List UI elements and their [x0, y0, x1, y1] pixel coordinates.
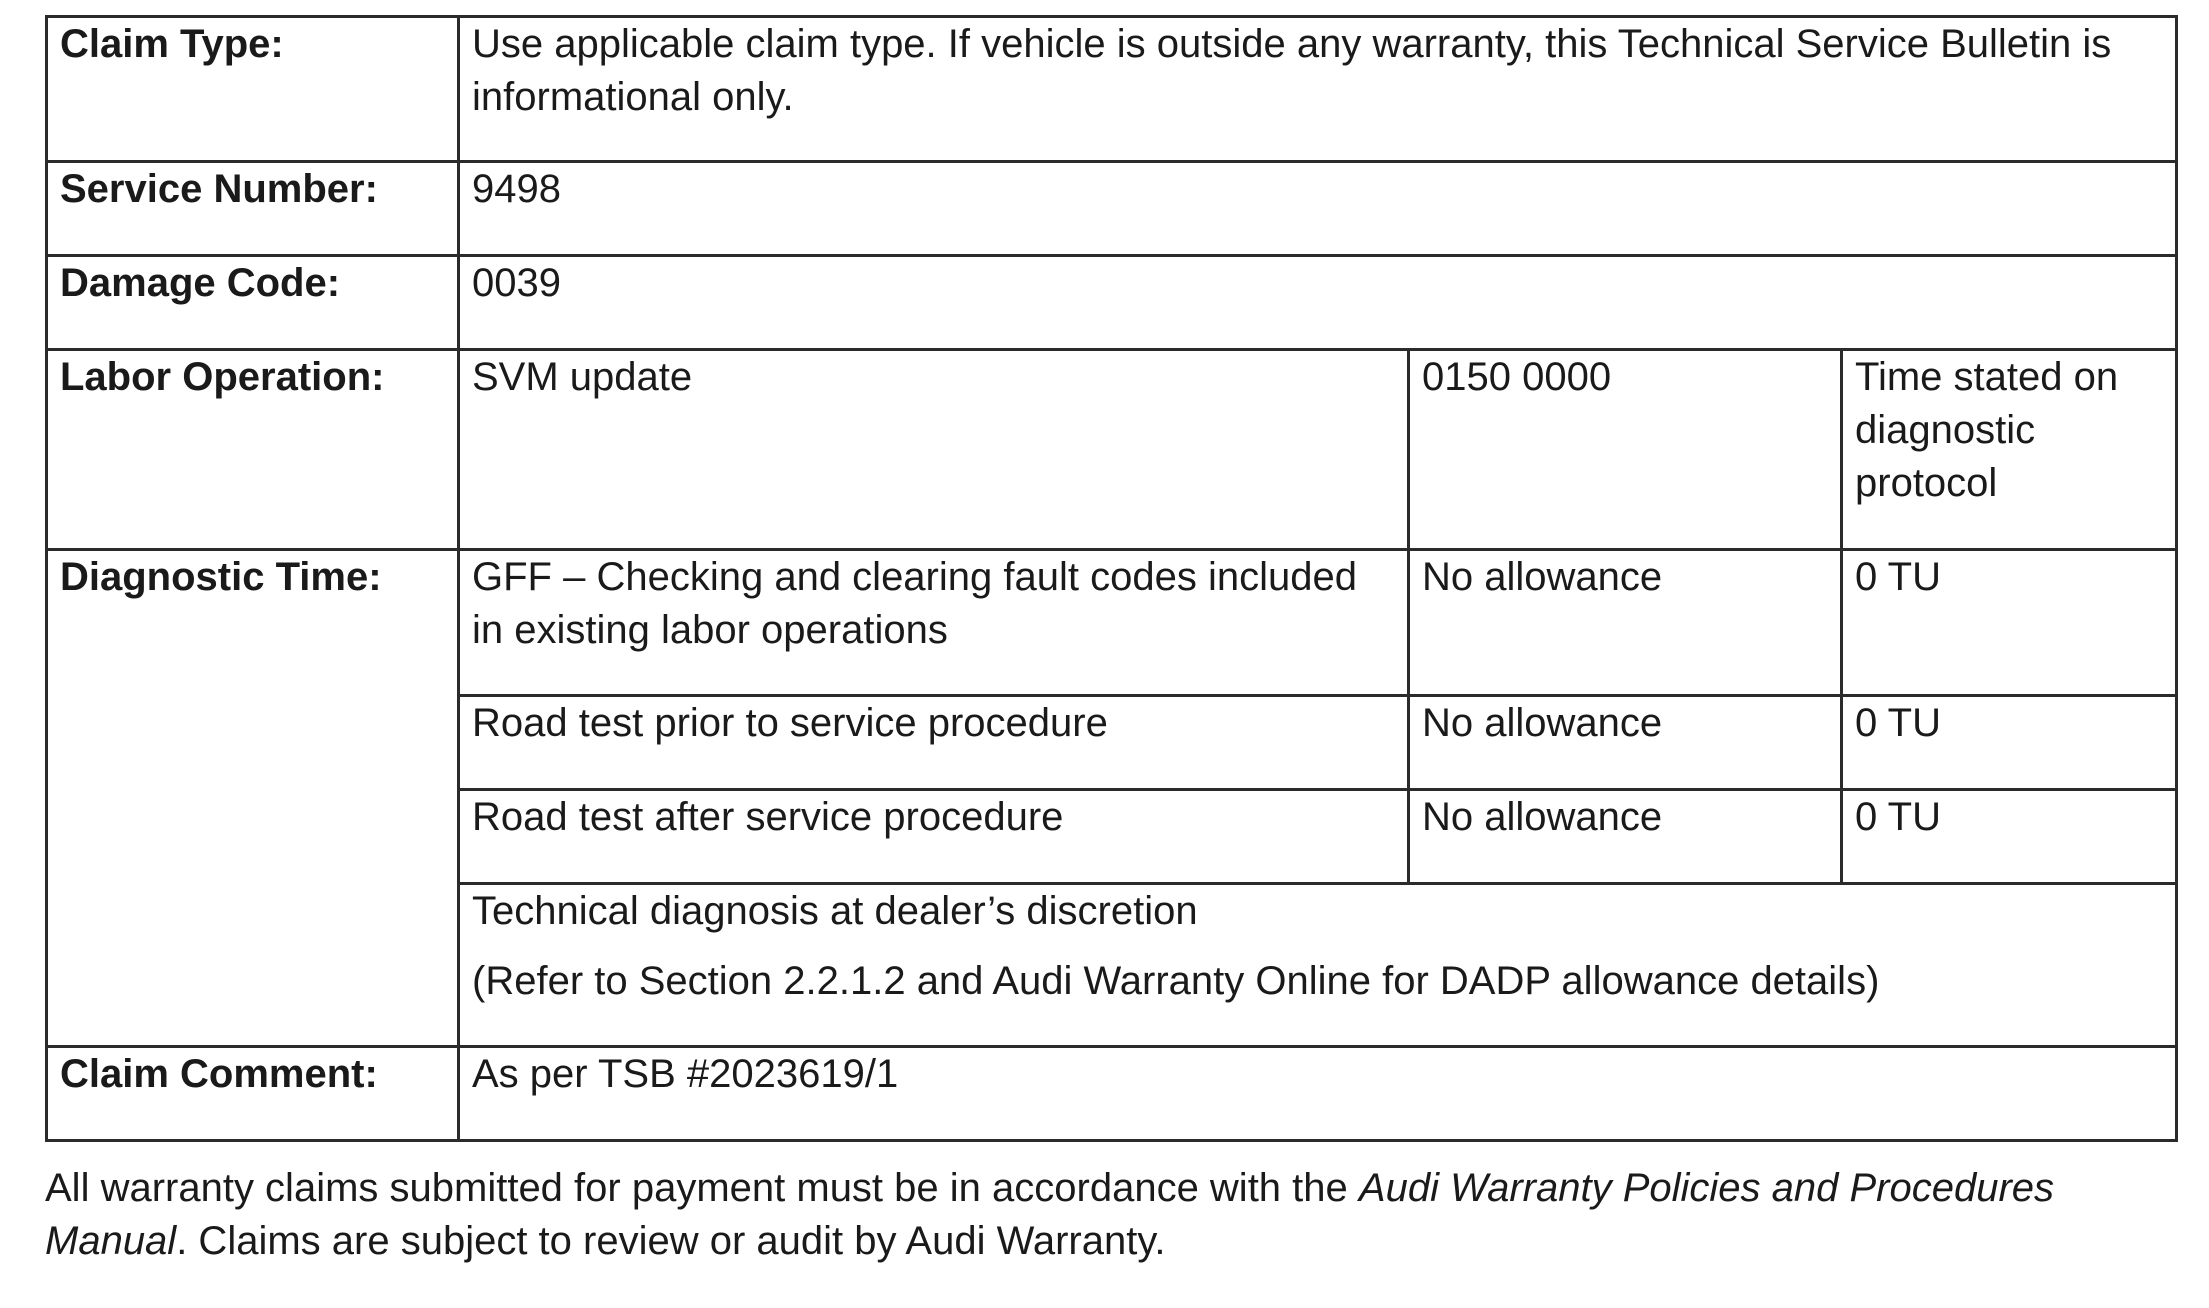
diagnostic-note-line1: Technical diagnosis at dealer’s discretion	[472, 889, 1198, 933]
claim-info-table	[45, 15, 2178, 1142]
diagnostic-item-description: GFF – Checking and clearing fault codes included in existing labor operations	[459, 550, 1409, 696]
claim-type-value: Use applicable claim type. If vehicle is outside any warranty, this Technical Service Bulletin is informational only.	[459, 17, 2177, 162]
diagnostic-time-row	[47, 550, 2177, 696]
diagnostic-note-line2: (Refer to Section 2.2.1.2 and Audi Warranty Online for DADP allowance details)	[472, 959, 1880, 1003]
diagnostic-note	[459, 884, 2177, 1047]
service-number-value: 9498	[459, 162, 2177, 256]
claim-type-row	[47, 17, 2177, 162]
diagnostic-item-time: 0 TU	[1842, 790, 2177, 884]
footer-text-before: All warranty claims submitted for payment must be in accordance with the	[45, 1166, 1359, 1210]
warranty-footer-note	[45, 1162, 2175, 1268]
diagnostic-item-allowance: No allowance	[1409, 696, 1842, 790]
service-number-row	[47, 162, 2177, 256]
damage-code-row	[47, 256, 2177, 350]
claim-comment-label: Claim Comment:	[47, 1047, 459, 1141]
labor-operation-row	[47, 350, 2177, 550]
diagnostic-item-description: Road test prior to service procedure	[459, 696, 1409, 790]
diagnostic-item-allowance: No allowance	[1409, 790, 1842, 884]
labor-operation-code: 0150 0000	[1409, 350, 1842, 550]
diagnostic-item-time: 0 TU	[1842, 550, 2177, 696]
warranty-claim-document	[45, 15, 2175, 1308]
labor-operation-time: Time stated on diagnostic protocol	[1842, 350, 2177, 550]
diagnostic-item-description: Road test after service procedure	[459, 790, 1409, 884]
claim-type-label: Claim Type:	[47, 17, 459, 162]
footer-text-after: . Claims are subject to review or audit by Audi Warranty.	[176, 1219, 1166, 1263]
damage-code-value: 0039	[459, 256, 2177, 350]
manual-title: Audi Warranty Policies and Procedures Manual	[45, 1166, 2055, 1263]
labor-operation-description: SVM update	[459, 350, 1409, 550]
diagnostic-item-time: 0 TU	[1842, 696, 2177, 790]
labor-operation-label: Labor Operation:	[47, 350, 459, 550]
diagnostic-item-allowance: No allowance	[1409, 550, 1842, 696]
service-number-label: Service Number:	[47, 162, 459, 256]
claim-comment-row	[47, 1047, 2177, 1141]
claim-comment-value: As per TSB #2023619/1	[459, 1047, 2177, 1141]
diagnostic-time-label: Diagnostic Time:	[47, 550, 459, 1047]
damage-code-label: Damage Code:	[47, 256, 459, 350]
